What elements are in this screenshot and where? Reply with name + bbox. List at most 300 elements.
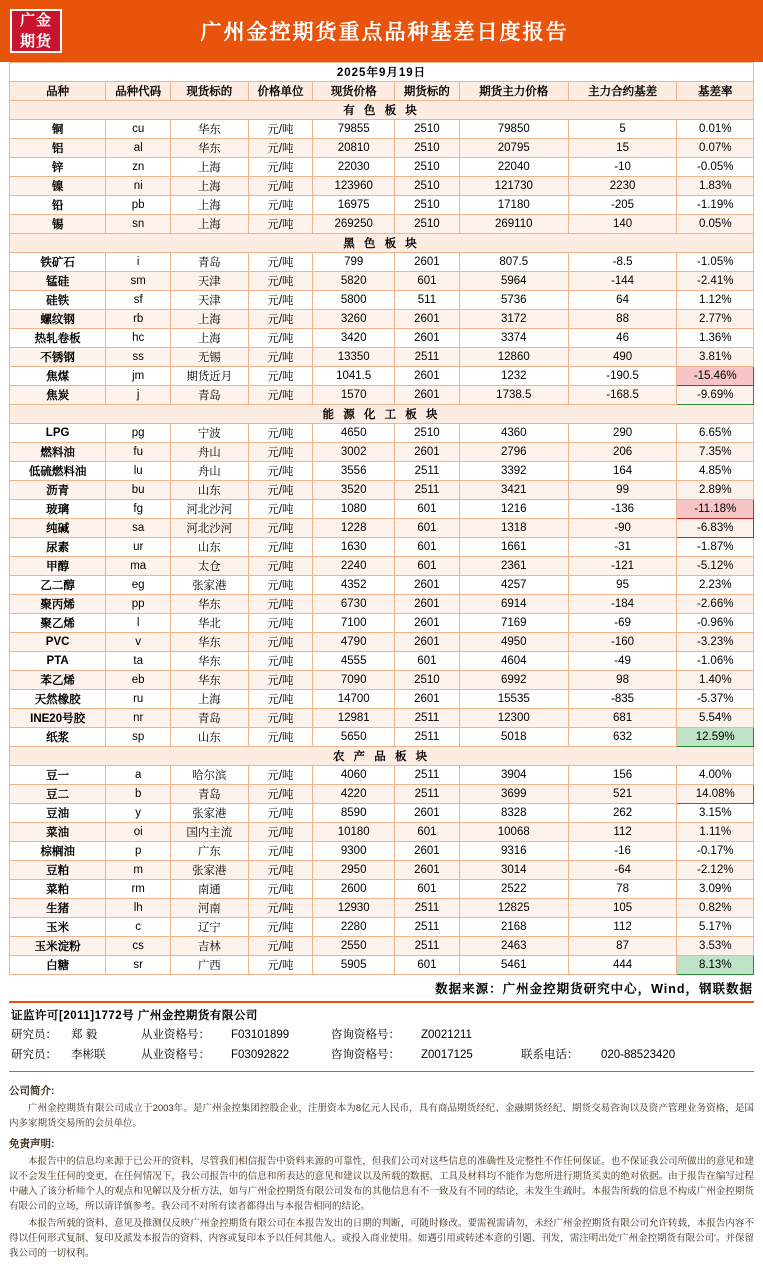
cell-basis: 95	[568, 576, 677, 595]
cell-spot-price: 269250	[313, 215, 395, 234]
cell-basis: 681	[568, 709, 677, 728]
cell-basis-rate: 1.83%	[677, 177, 754, 196]
consult-label: 咨询资格号：	[331, 1029, 400, 1041]
table-row	[10, 861, 754, 880]
cell-product-code: zn	[106, 158, 171, 177]
cell-basis: 521	[568, 785, 677, 804]
cell-basis-rate: 0.01%	[677, 120, 754, 139]
cell-product-name: 锌	[10, 158, 106, 177]
researcher-role-label: 研究员：	[11, 1029, 57, 1041]
table-row	[10, 918, 754, 937]
cell-product-code: pg	[106, 424, 171, 443]
cell-spot-target: 哈尔滨	[171, 766, 248, 785]
table-row	[10, 329, 754, 348]
cell-basis-rate: -3.23%	[677, 633, 754, 652]
cell-product-code: m	[106, 861, 171, 880]
cell-product-name: 铅	[10, 196, 106, 215]
cell-spot-price: 9300	[313, 842, 395, 861]
researcher-row	[9, 1025, 754, 1045]
researcher-name: 郑 毅	[71, 1029, 98, 1041]
cell-price-unit: 元/吨	[248, 348, 313, 367]
cell-spot-target: 吉林	[171, 937, 248, 956]
cell-spot-price: 799	[313, 253, 395, 272]
cell-spot-target: 辽宁	[171, 918, 248, 937]
cell-futures-price: 1318	[459, 519, 568, 538]
cell-product-name: 乙二醇	[10, 576, 106, 595]
cell-spot-target: 山东	[171, 728, 248, 747]
cell-product-code: ma	[106, 557, 171, 576]
cell-futures-price: 2168	[459, 918, 568, 937]
cell-product-code: cs	[106, 937, 171, 956]
cell-spot-price: 5820	[313, 272, 395, 291]
cell-basis-rate: 7.35%	[677, 443, 754, 462]
license-number: 证监许可[2011]1772号 广州金控期货有限公司	[11, 1010, 258, 1022]
cell-basis: -190.5	[568, 367, 677, 386]
cell-price-unit: 元/吨	[248, 899, 313, 918]
cell-product-name: 镍	[10, 177, 106, 196]
sector-name: 能 源 化 工 板 块	[10, 405, 754, 424]
cell-spot-target: 青岛	[171, 785, 248, 804]
cell-product-name: LPG	[10, 424, 106, 443]
cell-product-code: l	[106, 614, 171, 633]
cell-product-code: hc	[106, 329, 171, 348]
cell-basis: -64	[568, 861, 677, 880]
cell-futures-target: 2511	[395, 899, 460, 918]
cell-futures-price: 1661	[459, 538, 568, 557]
cell-product-name: 豆油	[10, 804, 106, 823]
report-header	[0, 0, 763, 62]
cell-basis: -205	[568, 196, 677, 215]
cell-futures-price: 15535	[459, 690, 568, 709]
cell-product-name: 豆粕	[10, 861, 106, 880]
cell-price-unit: 元/吨	[248, 614, 313, 633]
column-header-6: 期货主力价格	[459, 82, 568, 101]
cell-futures-target: 601	[395, 500, 460, 519]
cell-product-code: nr	[106, 709, 171, 728]
cell-price-unit: 元/吨	[248, 158, 313, 177]
cell-product-code: lu	[106, 462, 171, 481]
cell-futures-price: 2361	[459, 557, 568, 576]
cell-spot-target: 南通	[171, 880, 248, 899]
cell-product-code: eb	[106, 671, 171, 690]
cell-product-code: ru	[106, 690, 171, 709]
cell-basis: -8.5	[568, 253, 677, 272]
cell-price-unit: 元/吨	[248, 424, 313, 443]
cell-price-unit: 元/吨	[248, 500, 313, 519]
cell-spot-target: 舟山	[171, 462, 248, 481]
table-row	[10, 557, 754, 576]
cell-spot-price: 6730	[313, 595, 395, 614]
cell-basis-rate: 4.85%	[677, 462, 754, 481]
cell-basis: 105	[568, 899, 677, 918]
cell-price-unit: 元/吨	[248, 253, 313, 272]
table-row	[10, 139, 754, 158]
cell-price-unit: 元/吨	[248, 329, 313, 348]
cell-spot-price: 8590	[313, 804, 395, 823]
cell-spot-target: 河北沙河	[171, 519, 248, 538]
cell-futures-price: 5461	[459, 956, 568, 975]
cell-spot-target: 宁波	[171, 424, 248, 443]
cell-spot-target: 青岛	[171, 709, 248, 728]
cell-spot-price: 2600	[313, 880, 395, 899]
cell-product-code: pb	[106, 196, 171, 215]
cell-spot-price: 4060	[313, 766, 395, 785]
logo-line-2: 期货	[19, 33, 52, 50]
risk-title: 免责声明:	[9, 1138, 55, 1150]
cell-spot-price: 1041.5	[313, 367, 395, 386]
cell-product-name: 白糖	[10, 956, 106, 975]
cell-spot-price: 5650	[313, 728, 395, 747]
cell-spot-price: 16975	[313, 196, 395, 215]
cell-basis-rate: 12.59%	[677, 728, 754, 747]
cell-basis: -160	[568, 633, 677, 652]
cell-product-code: j	[106, 386, 171, 405]
cell-product-name: 生猪	[10, 899, 106, 918]
table-row	[10, 728, 754, 747]
cell-product-code: c	[106, 918, 171, 937]
cell-basis: 290	[568, 424, 677, 443]
cell-price-unit: 元/吨	[248, 481, 313, 500]
cell-product-name: 纸浆	[10, 728, 106, 747]
cell-futures-target: 2511	[395, 348, 460, 367]
sector-header-row	[10, 101, 754, 120]
cell-product-code: y	[106, 804, 171, 823]
cell-spot-price: 1570	[313, 386, 395, 405]
researcher-table	[9, 1025, 754, 1065]
cell-price-unit: 元/吨	[248, 215, 313, 234]
cell-futures-target: 2510	[395, 215, 460, 234]
cell-spot-target: 广西	[171, 956, 248, 975]
consult-number: Z0017125	[421, 1049, 473, 1061]
sector-header-row	[10, 747, 754, 766]
cell-product-name: 甲醇	[10, 557, 106, 576]
column-header-4: 现货价格	[313, 82, 395, 101]
cell-futures-price: 5018	[459, 728, 568, 747]
sector-name: 农 产 品 板 块	[10, 747, 754, 766]
cell-price-unit: 元/吨	[248, 557, 313, 576]
cell-futures-target: 2511	[395, 918, 460, 937]
cell-futures-price: 269110	[459, 215, 568, 234]
basis-table	[9, 62, 754, 975]
cell-futures-target: 601	[395, 519, 460, 538]
cell-price-unit: 元/吨	[248, 310, 313, 329]
cell-spot-target: 山东	[171, 481, 248, 500]
cell-futures-price: 5736	[459, 291, 568, 310]
cell-basis-rate: 1.36%	[677, 329, 754, 348]
cell-basis-rate: -1.87%	[677, 538, 754, 557]
cell-basis: -90	[568, 519, 677, 538]
cell-basis: -168.5	[568, 386, 677, 405]
cell-spot-target: 天津	[171, 272, 248, 291]
cell-price-unit: 元/吨	[248, 291, 313, 310]
cell-basis-rate: -5.37%	[677, 690, 754, 709]
cell-spot-target: 国内主流	[171, 823, 248, 842]
cell-basis: 64	[568, 291, 677, 310]
cell-product-name: 燃料油	[10, 443, 106, 462]
cell-futures-target: 2510	[395, 120, 460, 139]
cell-basis: 99	[568, 481, 677, 500]
cell-price-unit: 元/吨	[248, 652, 313, 671]
table-row	[10, 424, 754, 443]
table-row	[10, 177, 754, 196]
cell-product-code: rm	[106, 880, 171, 899]
cell-basis: 262	[568, 804, 677, 823]
cell-futures-target: 601	[395, 538, 460, 557]
table-row	[10, 215, 754, 234]
cell-futures-target: 601	[395, 652, 460, 671]
cell-spot-target: 华东	[171, 633, 248, 652]
cell-product-code: sm	[106, 272, 171, 291]
cell-basis: 87	[568, 937, 677, 956]
table-row	[10, 538, 754, 557]
cell-spot-target: 河北沙河	[171, 500, 248, 519]
cell-futures-target: 2601	[395, 842, 460, 861]
cell-basis: -144	[568, 272, 677, 291]
cell-product-name: 焦煤	[10, 367, 106, 386]
cell-futures-target: 2511	[395, 728, 460, 747]
cell-basis-rate: 2.23%	[677, 576, 754, 595]
cell-basis: 206	[568, 443, 677, 462]
cell-product-name: 硅铁	[10, 291, 106, 310]
cell-basis-rate: 1.12%	[677, 291, 754, 310]
cell-spot-target: 上海	[171, 329, 248, 348]
column-header-8: 基差率	[677, 82, 754, 101]
cell-spot-target: 上海	[171, 196, 248, 215]
table-header-row	[10, 82, 754, 101]
cell-futures-price: 2522	[459, 880, 568, 899]
table-row	[10, 253, 754, 272]
cell-product-code: bu	[106, 481, 171, 500]
cell-product-name: 棕榈油	[10, 842, 106, 861]
cell-basis-rate: 14.08%	[677, 785, 754, 804]
cell-futures-price: 8328	[459, 804, 568, 823]
cell-spot-price: 10180	[313, 823, 395, 842]
table-row	[10, 120, 754, 139]
cell-product-code: lh	[106, 899, 171, 918]
cell-spot-target: 天津	[171, 291, 248, 310]
cell-futures-target: 601	[395, 956, 460, 975]
cell-product-code: jm	[106, 367, 171, 386]
cell-basis-rate: -1.06%	[677, 652, 754, 671]
cell-spot-price: 2240	[313, 557, 395, 576]
risk-paragraph-2: 本报告所载的资料、意见及推测仅反映广州金控期货有限公司在本报告发出的日期的判断，可随时修改。要需视需请勿，未经广州金控期货有限公司允许转载，本报告内容不得以任何形式复制、复印及派发本报告的资料、内容或复印本予以任何其他人。或投入商业使用。如遇引用或转述本意的引题、刊发，需注明出处'广州金控期货有限公司'。并保留我公司的一切权利。	[9, 1218, 754, 1259]
cell-spot-target: 广东	[171, 842, 248, 861]
qualification-label: 从业资格号：	[141, 1029, 210, 1041]
table-row	[10, 633, 754, 652]
cell-futures-price: 3421	[459, 481, 568, 500]
cell-futures-price: 6992	[459, 671, 568, 690]
cell-product-name: 螺纹钢	[10, 310, 106, 329]
phone-label: 联系电话：	[521, 1049, 579, 1061]
cell-spot-target: 山东	[171, 538, 248, 557]
cell-futures-target: 2601	[395, 443, 460, 462]
cell-product-name: 铜	[10, 120, 106, 139]
table-row	[10, 842, 754, 861]
cell-basis: -31	[568, 538, 677, 557]
cell-futures-target: 2510	[395, 177, 460, 196]
cell-spot-price: 1630	[313, 538, 395, 557]
cell-spot-target: 华东	[171, 139, 248, 158]
cell-product-code: cu	[106, 120, 171, 139]
cell-futures-price: 1738.5	[459, 386, 568, 405]
table-row	[10, 481, 754, 500]
cell-basis-rate: -0.05%	[677, 158, 754, 177]
cell-basis: 78	[568, 880, 677, 899]
cell-futures-price: 3014	[459, 861, 568, 880]
cell-product-name: 纯碱	[10, 519, 106, 538]
cell-price-unit: 元/吨	[248, 671, 313, 690]
cell-spot-price: 123960	[313, 177, 395, 196]
table-row	[10, 462, 754, 481]
company-intro-text: 广州金控期货有限公司成立于2003年。是广州金控集团控股企业，注册资本为8亿元人民币，具有商品期货经纪、金融期货经纪、期货交易咨询以及资产管理业务资格，是国内多家期货交易所的会员单位。	[9, 1103, 754, 1129]
cell-spot-price: 20810	[313, 139, 395, 158]
cell-product-code: sp	[106, 728, 171, 747]
cell-spot-target: 上海	[171, 690, 248, 709]
cell-futures-price: 12860	[459, 348, 568, 367]
cell-spot-target: 张家港	[171, 576, 248, 595]
cell-spot-price: 2550	[313, 937, 395, 956]
cell-futures-target: 511	[395, 291, 460, 310]
cell-spot-target: 华东	[171, 652, 248, 671]
table-row	[10, 804, 754, 823]
cell-spot-target: 河南	[171, 899, 248, 918]
cell-spot-target: 上海	[171, 310, 248, 329]
cell-basis-rate: 5.17%	[677, 918, 754, 937]
cell-futures-price: 3699	[459, 785, 568, 804]
cell-product-name: 铁矿石	[10, 253, 106, 272]
cell-spot-price: 1228	[313, 519, 395, 538]
cell-futures-price: 9316	[459, 842, 568, 861]
cell-futures-target: 2510	[395, 196, 460, 215]
cell-spot-target: 华东	[171, 671, 248, 690]
cell-product-code: sn	[106, 215, 171, 234]
cell-product-name: PTA	[10, 652, 106, 671]
phone-number	[599, 1025, 754, 1045]
cell-basis: 164	[568, 462, 677, 481]
cell-futures-price: 17180	[459, 196, 568, 215]
page-title: 广州金控期货重点品种基差日度报告	[200, 21, 569, 44]
cell-product-code: ta	[106, 652, 171, 671]
cell-price-unit: 元/吨	[248, 595, 313, 614]
cell-futures-target: 2511	[395, 481, 460, 500]
cell-spot-price: 7090	[313, 671, 395, 690]
cell-basis: 156	[568, 766, 677, 785]
cell-basis-rate: 4.00%	[677, 766, 754, 785]
cell-futures-target: 2601	[395, 329, 460, 348]
cell-product-code: ss	[106, 348, 171, 367]
cell-product-code: sr	[106, 956, 171, 975]
cell-futures-price: 4604	[459, 652, 568, 671]
table-row	[10, 595, 754, 614]
qualification-number: F03092822	[231, 1049, 290, 1061]
table-row	[10, 576, 754, 595]
cell-futures-price: 6914	[459, 595, 568, 614]
cell-price-unit: 元/吨	[248, 443, 313, 462]
cell-futures-target: 2601	[395, 310, 460, 329]
table-row	[10, 956, 754, 975]
cell-product-code: v	[106, 633, 171, 652]
cell-futures-price: 5964	[459, 272, 568, 291]
cell-product-name: 焦炭	[10, 386, 106, 405]
cell-product-code: i	[106, 253, 171, 272]
cell-price-unit: 元/吨	[248, 804, 313, 823]
disclaimer-block	[7, 1072, 756, 1273]
data-source: 数据来源：广州金控期货研究中心，Wind，钢联数据	[435, 982, 753, 996]
cell-spot-price: 5800	[313, 291, 395, 310]
cell-futures-price: 4257	[459, 576, 568, 595]
cell-product-name: 豆二	[10, 785, 106, 804]
cell-basis: 98	[568, 671, 677, 690]
cell-basis-rate: 1.11%	[677, 823, 754, 842]
cell-spot-price: 2280	[313, 918, 395, 937]
cell-price-unit: 元/吨	[248, 177, 313, 196]
cell-product-code: sa	[106, 519, 171, 538]
column-header-5: 期货标的	[395, 82, 460, 101]
cell-product-code: ur	[106, 538, 171, 557]
cell-basis-rate: 2.89%	[677, 481, 754, 500]
cell-basis: -184	[568, 595, 677, 614]
cell-futures-price: 20795	[459, 139, 568, 158]
report-date-row	[10, 63, 754, 82]
cell-basis-rate: -2.41%	[677, 272, 754, 291]
cell-basis-rate: 8.13%	[677, 956, 754, 975]
cell-price-unit: 元/吨	[248, 709, 313, 728]
cell-product-name: 聚丙烯	[10, 595, 106, 614]
cell-basis: 112	[568, 918, 677, 937]
cell-price-unit: 元/吨	[248, 842, 313, 861]
cell-basis: -16	[568, 842, 677, 861]
cell-spot-target: 太仓	[171, 557, 248, 576]
cell-futures-target: 2601	[395, 804, 460, 823]
cell-product-name: 锰硅	[10, 272, 106, 291]
cell-price-unit: 元/吨	[248, 633, 313, 652]
cell-basis: 5	[568, 120, 677, 139]
sector-name: 有 色 板 块	[10, 101, 754, 120]
cell-basis-rate: 5.54%	[677, 709, 754, 728]
cell-futures-price: 3392	[459, 462, 568, 481]
cell-basis-rate: -9.69%	[677, 386, 754, 405]
cell-futures-target: 2601	[395, 633, 460, 652]
cell-futures-price: 10068	[459, 823, 568, 842]
cell-basis: -69	[568, 614, 677, 633]
cell-futures-target: 601	[395, 272, 460, 291]
cell-product-name: 低硫燃料油	[10, 462, 106, 481]
cell-spot-price: 3002	[313, 443, 395, 462]
cell-product-code: al	[106, 139, 171, 158]
column-header-0: 品种	[10, 82, 106, 101]
cell-spot-target: 舟山	[171, 443, 248, 462]
cell-price-unit: 元/吨	[248, 766, 313, 785]
cell-basis-rate: -2.66%	[677, 595, 754, 614]
cell-price-unit: 元/吨	[248, 576, 313, 595]
cell-futures-price: 2796	[459, 443, 568, 462]
cell-futures-target: 2511	[395, 785, 460, 804]
logo-line-1: 广金	[19, 12, 52, 29]
cell-spot-price: 4790	[313, 633, 395, 652]
cell-spot-price: 3420	[313, 329, 395, 348]
cell-futures-target: 2601	[395, 614, 460, 633]
table-row	[10, 766, 754, 785]
cell-product-code: sf	[106, 291, 171, 310]
report-date: 2025年9月19日	[10, 63, 754, 82]
cell-basis: -121	[568, 557, 677, 576]
cell-product-code: b	[106, 785, 171, 804]
cell-futures-price: 3904	[459, 766, 568, 785]
cell-spot-target: 上海	[171, 158, 248, 177]
cell-product-name: 沥青	[10, 481, 106, 500]
cell-price-unit: 元/吨	[248, 861, 313, 880]
table-row	[10, 500, 754, 519]
